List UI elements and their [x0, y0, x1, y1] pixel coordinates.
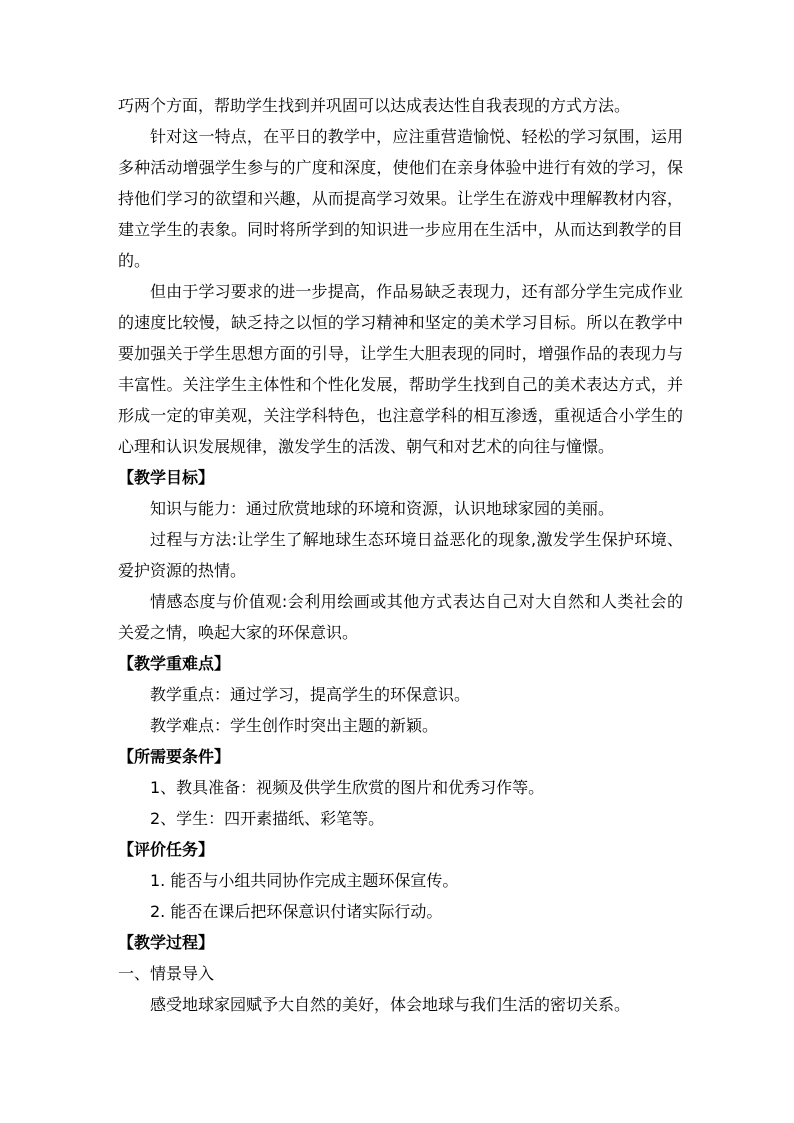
body-paragraph: 知识与能力：通过欣赏地球的环境和资源，认识地球家园的美丽。 [150, 499, 615, 518]
body-paragraph: 过程与方法:让学生了解地球生态环境日益恶化的现象,激发学生保护环境、爱护资源的热情。 [118, 530, 683, 580]
list-item: 2. 能否在课后把环保意识付诸实际行动。 [150, 902, 443, 921]
body-paragraph: 针对这一特点，在平日的教学中，应注重营造愉悦、轻松的学习氛围，运用多种活动增强学生参与的广度和深度，使他们在亲身体验中进行有效的学习，保持他们学习的欲望和兴趣，从而提高学习效果。让学生在游戏中理解教材内容，建立学生的表象。同时将所学到的知识进一步应用在生活中，从而达到教学的目的。 [118, 127, 683, 270]
body-paragraph: 情感态度与价值观:会利用绘画或其他方式表达自己对大自然和人类社会的关爱之情，唤起大家的环保意识。 [118, 592, 683, 642]
section-heading-evaluation-tasks: 【评价任务】 [118, 840, 215, 859]
body-paragraph: 但由于学习要求的进一步提高，作品易缺乏表现力，还有部分学生完成作业的速度比较慢，缺乏持之以恒的学习精神和坚定的美术学习目标。所以在教学中要加强关于学生思想方面的引导，让学生大胆表现的同时，增强作品的表现力与丰富性。关注学生主体性和个性化发展，帮助学生找到自己的美术表达方式，并形成一定的审美观，关注学科特色，也注意学科的相互渗透，重视适合小学生的心理和认识发展规律，激发学生的活泼、朝气和对艺术的向往与憧憬。 [118, 282, 683, 456]
body-paragraph: 教学重点：通过学习，提高学生的环保意识。 [150, 685, 471, 704]
section-heading-teaching-process: 【教学过程】 [118, 933, 215, 952]
body-paragraph: 巧两个方面，帮助学生找到并巩固可以达成表达性自我表现的方式方法。 [118, 96, 631, 115]
subsection-heading: 一、情景导入 [118, 964, 215, 983]
document-body [118, 90, 683, 1020]
section-heading-required-conditions: 【所需要条件】 [118, 747, 231, 766]
body-paragraph: 感受地球家园赋予大自然的美好，体会地球与我们生活的密切关系。 [150, 995, 631, 1014]
list-item: 1. 能否与小组共同协作完成主题环保宣传。 [150, 871, 459, 890]
list-item: 2、学生：四开素描纸、彩笔等。 [150, 809, 385, 828]
list-item: 1、教具准备：视频及供学生欣赏的图片和优秀习作等。 [150, 778, 545, 797]
section-heading-key-points: 【教学重难点】 [118, 654, 231, 673]
section-heading-teaching-goals: 【教学目标】 [118, 468, 215, 487]
body-paragraph: 教学难点：学生创作时突出主题的新颖。 [150, 716, 439, 735]
